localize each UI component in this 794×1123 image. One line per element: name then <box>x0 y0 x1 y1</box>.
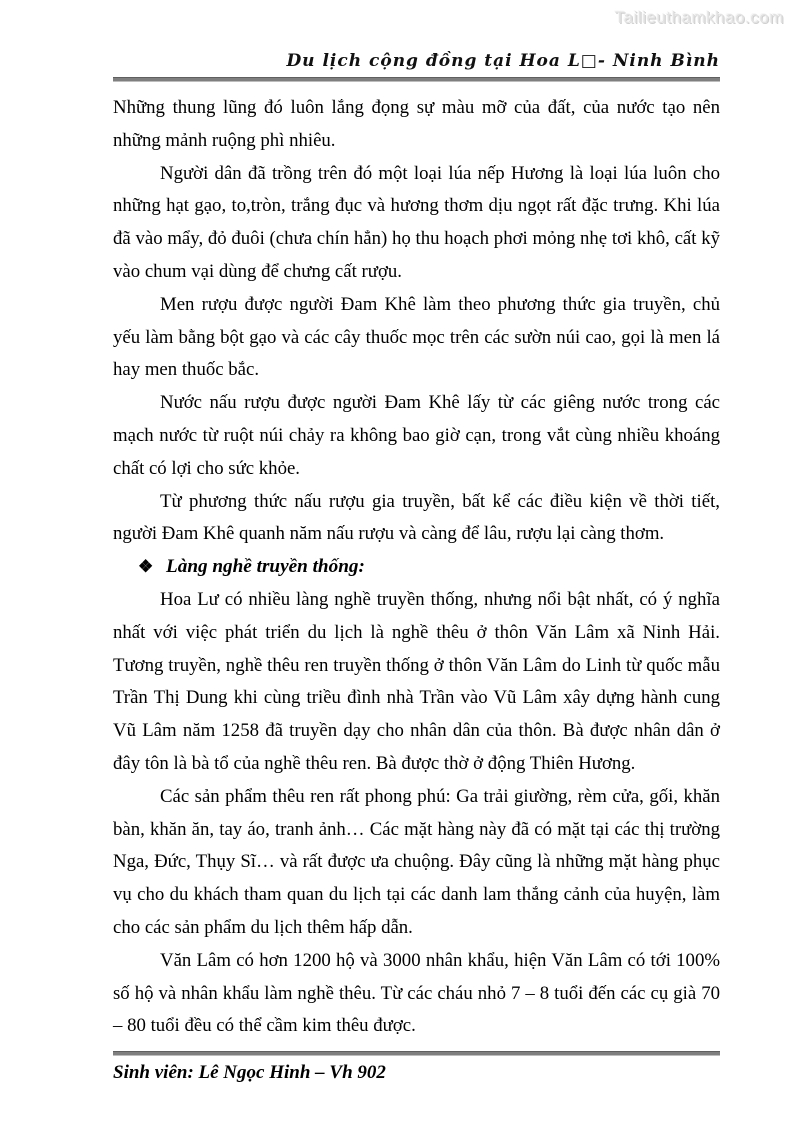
page-footer <box>113 1051 720 1085</box>
document-body <box>113 92 720 1043</box>
diamond-bullet-icon: ❖ <box>138 557 154 577</box>
paragraph: Nước nấu rượu được người Đam Khê lấy từ các giêng nước trong các mạch nước từ ruột núi chảy ra không bao giờ cạn, trong vắt cùng nhiều khoáng chất có lợi cho sức khỏe. <box>113 392 720 479</box>
footer-author: Sinh viên: Lê Ngọc Hinh – Vh 902 <box>113 1062 386 1083</box>
footer-rule <box>113 1051 720 1056</box>
paragraph: Hoa Lư có nhiều làng nghề truyền thống, nhưng nổi bật nhất, có ý nghĩa nhất với việc phát triển du lịch là nghề thêu ở thôn Văn Lâm xã Ninh Hải. Tương truyền, nghề thêu ren truyền thống ở thôn Văn Lâm do Linh từ quốc mẫu Trần Thị Dung khi cùng triều đình nhà Trần vào Vũ Lâm xây dựng hành cung Vũ Lâm năm 1258 đã truyền dạy cho nhân dân của thôn. Bà được nhân dân ở đây tôn là bà tổ của nghề thêu ren. Bà được thờ ở động Thiên Hương. <box>113 588 720 774</box>
paragraph: Men rượu được người Đam Khê làm theo phương thức gia truyền, chủ yếu làm bằng bột gạo và các cây thuốc mọc trên các sườn núi cao, gọi là men lá hay men thuốc bắc. <box>113 293 720 381</box>
paragraph: Người dân đã trồng trên đó một loại lúa nếp Hương là loại lúa luôn cho những hạt gạo, to,tròn, trắng đục và hương thơm dịu ngọt rất đặc trưng. Khi lúa đã vào mẩy, đỏ đuôi (chưa chín hẳn) họ thu hoạch phơi mỏng nhẹ tơi khô, cất kỹ vào chum vại dùng để chưng cất rượu. <box>113 162 720 282</box>
watermark: Tailieuthamkhao.com <box>614 8 784 27</box>
section-heading-label: Làng nghề truyền thống: <box>166 556 365 578</box>
paragraph: Những thung lũng đó luôn lắng đọng sự màu mỡ của đất, của nước tạo nên những mảnh ruộng phì nhiêu. <box>113 97 720 151</box>
page-header <box>113 0 720 82</box>
paragraph: Văn Lâm có hơn 1200 hộ và 3000 nhân khẩu, hiện Văn Lâm có tới 100% số hộ và nhân khẩu làm nghề thêu. Từ các cháu nhỏ 7 – 8 tuổi đến các cụ già 70 – 80 tuổi đều có thể cầm kim thêu được. <box>113 949 720 1037</box>
paragraph: Từ phương thức nấu rượu gia truyền, bất kể các điều kiện về thời tiết, người Đam Khê quanh năm nấu rượu và càng để lâu, rượu lại càng thơm. <box>113 490 720 545</box>
section-heading <box>113 551 720 584</box>
header-rule <box>113 77 720 82</box>
header-title: Du lịch cộng đồng tại Hoa L□- Ninh Bình <box>286 51 720 71</box>
paragraph: Các sản phẩm thêu ren rất phong phú: Ga trải giường, rèm cửa, gối, khăn bàn, khăn ăn, tay áo, tranh ảnh… Các mặt hàng này đã có mặt tại các thị trường Nga, Đức, Thụy Sĩ… và rất được ưa chuộng. Đây cũng là những mặt hàng phục vụ cho du khách tham quan du lịch tại các danh lam thắng cảnh của huyện, làm cho các sản phẩm du lịch thêm hấp dẫn. <box>113 785 720 938</box>
